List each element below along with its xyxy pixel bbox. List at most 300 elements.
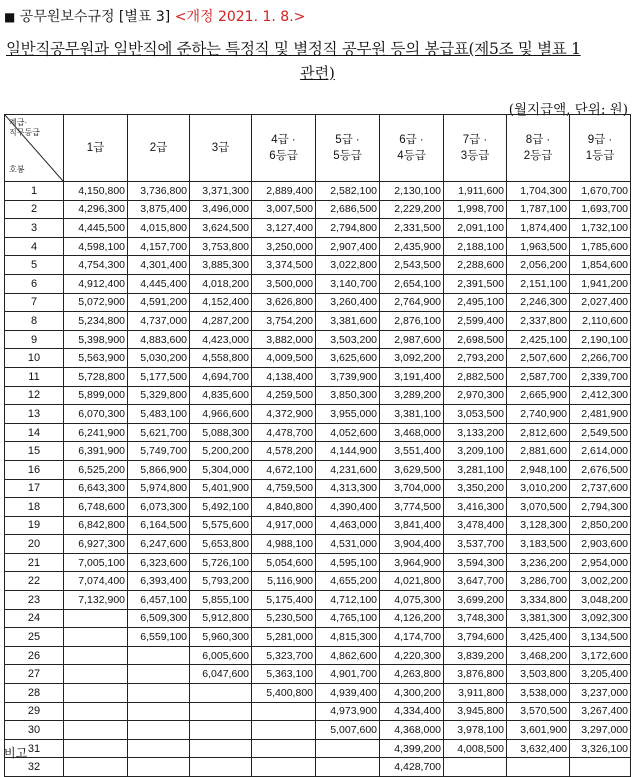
salary-cell: 6,070,300 — [64, 405, 128, 424]
step-number-cell: 22 — [5, 572, 64, 591]
table-row — [5, 646, 631, 665]
salary-cell: 4,021,800 — [380, 572, 444, 591]
salary-cell: 3,551,400 — [380, 442, 444, 461]
regulation-title: 공무원보수규정 — [19, 9, 115, 25]
salary-cell: 4,988,100 — [252, 535, 316, 554]
salary-cell: 1,704,300 — [507, 182, 570, 201]
document-title: 일반직공무원과 일반직에 준하는 특정직 및 별정직 공무원 등의 봉급표(제5조 및 별표 1 — [6, 40, 581, 58]
salary-table — [4, 114, 631, 777]
salary-cell: 5,281,000 — [252, 628, 316, 647]
salary-cell — [316, 739, 380, 758]
salary-cell: 3,381,300 — [507, 609, 570, 628]
salary-cell: 5,899,000 — [64, 386, 128, 405]
step-number-cell: 5 — [5, 256, 64, 275]
salary-cell: 3,468,200 — [507, 646, 570, 665]
salary-cell: 6,525,200 — [64, 460, 128, 479]
salary-cell: 5,054,600 — [252, 553, 316, 572]
salary-cell: 1,670,700 — [570, 182, 631, 201]
salary-cell: 1,787,100 — [507, 200, 570, 219]
salary-cell: 2,740,900 — [507, 405, 570, 424]
salary-cell: 4,126,200 — [380, 609, 444, 628]
salary-cell: 5,653,800 — [190, 535, 252, 554]
salary-cell: 5,866,900 — [128, 460, 190, 479]
salary-cell: 2,507,600 — [507, 349, 570, 368]
salary-cell: 4,296,300 — [64, 200, 128, 219]
salary-cell — [64, 684, 128, 703]
grade-header-cell: 4급 · 6등급 — [252, 115, 316, 182]
square-bullet: ■ — [4, 10, 16, 24]
corner-header-cell — [5, 115, 64, 182]
salary-cell: 3,496,000 — [190, 200, 252, 219]
salary-cell: 3,022,800 — [316, 256, 380, 275]
salary-cell — [128, 646, 190, 665]
salary-cell: 4,157,700 — [128, 237, 190, 256]
table-row — [5, 349, 631, 368]
salary-cell: 3,774,500 — [380, 498, 444, 517]
grade-header-cell: 5급 · 5등급 — [316, 115, 380, 182]
table-row — [5, 609, 631, 628]
salary-cell: 3,632,400 — [507, 739, 570, 758]
table-row — [5, 665, 631, 684]
salary-cell: 3,885,300 — [190, 256, 252, 275]
table-row — [5, 182, 631, 201]
grade-axis-label: 계급· 직무등급 — [9, 118, 40, 137]
grade-header-cell: 7급 · 3등급 — [444, 115, 507, 182]
salary-cell: 4,966,600 — [190, 405, 252, 424]
salary-cell: 3,629,500 — [380, 460, 444, 479]
salary-cell: 3,191,400 — [380, 367, 444, 386]
salary-cell: 3,876,800 — [444, 665, 507, 684]
salary-cell: 4,428,700 — [380, 758, 444, 777]
salary-cell: 5,175,400 — [252, 591, 316, 610]
salary-cell — [444, 758, 507, 777]
salary-cell: 4,015,800 — [128, 219, 190, 238]
salary-cell: 3,739,900 — [316, 367, 380, 386]
salary-cell — [128, 665, 190, 684]
salary-cell: 7,132,900 — [64, 591, 128, 610]
salary-cell: 3,537,700 — [444, 535, 507, 554]
salary-cell: 3,839,200 — [444, 646, 507, 665]
salary-cell: 5,200,200 — [190, 442, 252, 461]
salary-cell: 3,326,100 — [570, 739, 631, 758]
document-title-continued: 관련) — [300, 64, 335, 82]
salary-cell: 3,416,300 — [444, 498, 507, 517]
salary-cell: 2,266,700 — [570, 349, 631, 368]
salary-cell: 2,794,300 — [570, 498, 631, 517]
appendix-label: [별표 3] — [118, 9, 171, 25]
salary-cell: 6,323,600 — [128, 553, 190, 572]
salary-cell: 4,009,500 — [252, 349, 316, 368]
salary-cell: 3,911,800 — [444, 684, 507, 703]
table-row — [5, 274, 631, 293]
salary-cell: 5,728,800 — [64, 367, 128, 386]
grade-header-cell: 1급 — [64, 115, 128, 182]
table-row — [5, 423, 631, 442]
salary-cell: 2,435,900 — [380, 237, 444, 256]
unit-note: (월지급액, 단위: 원) — [508, 102, 628, 118]
step-number-cell: 24 — [5, 609, 64, 628]
salary-cell: 2,229,200 — [380, 200, 444, 219]
salary-cell: 3,503,200 — [316, 330, 380, 349]
salary-cell: 1,998,700 — [444, 200, 507, 219]
table-header-row — [5, 115, 631, 182]
salary-cell: 4,712,100 — [316, 591, 380, 610]
salary-cell: 3,626,800 — [252, 293, 316, 312]
salary-cell: 3,209,100 — [444, 442, 507, 461]
table-row — [5, 498, 631, 517]
salary-cell: 4,263,800 — [380, 665, 444, 684]
salary-cell: 3,205,400 — [570, 665, 631, 684]
table-row — [5, 479, 631, 498]
step-number-cell: 16 — [5, 460, 64, 479]
salary-cell: 2,882,500 — [444, 367, 507, 386]
salary-cell: 2,151,100 — [507, 274, 570, 293]
salary-cell: 2,948,100 — [507, 460, 570, 479]
step-number-cell: 31 — [5, 739, 64, 758]
salary-cell — [128, 684, 190, 703]
salary-cell: 5,793,200 — [190, 572, 252, 591]
salary-cell: 1,693,700 — [570, 200, 631, 219]
salary-cell: 2,881,600 — [507, 442, 570, 461]
step-number-cell: 18 — [5, 498, 64, 517]
salary-cell: 4,672,100 — [252, 460, 316, 479]
salary-cell: 6,047,600 — [190, 665, 252, 684]
salary-cell — [252, 721, 316, 740]
salary-cell — [190, 739, 252, 758]
salary-cell: 4,595,100 — [316, 553, 380, 572]
salary-cell: 1,874,400 — [507, 219, 570, 238]
step-number-cell: 7 — [5, 293, 64, 312]
salary-cell: 1,732,100 — [570, 219, 631, 238]
salary-cell: 6,748,600 — [64, 498, 128, 517]
salary-cell: 2,091,100 — [444, 219, 507, 238]
salary-cell: 4,334,400 — [380, 702, 444, 721]
salary-cell: 5,323,700 — [252, 646, 316, 665]
salary-cell: 5,974,800 — [128, 479, 190, 498]
salary-cell — [128, 758, 190, 777]
salary-cell: 2,056,200 — [507, 256, 570, 275]
salary-cell: 2,698,500 — [444, 330, 507, 349]
salary-cell: 5,088,300 — [190, 423, 252, 442]
salary-cell: 4,150,800 — [64, 182, 128, 201]
salary-cell: 6,005,600 — [190, 646, 252, 665]
salary-cell: 3,237,000 — [570, 684, 631, 703]
step-number-cell: 10 — [5, 349, 64, 368]
salary-cell: 2,339,700 — [570, 367, 631, 386]
salary-cell — [507, 758, 570, 777]
salary-cell: 3,281,100 — [444, 460, 507, 479]
salary-cell: 4,754,300 — [64, 256, 128, 275]
table-row — [5, 460, 631, 479]
salary-cell: 6,842,800 — [64, 516, 128, 535]
salary-cell: 4,694,700 — [190, 367, 252, 386]
salary-cell: 6,241,900 — [64, 423, 128, 442]
salary-cell: 3,570,500 — [507, 702, 570, 721]
salary-cell: 3,647,700 — [444, 572, 507, 591]
salary-cell: 5,749,700 — [128, 442, 190, 461]
salary-cell: 6,073,300 — [128, 498, 190, 517]
salary-cell: 4,973,900 — [316, 702, 380, 721]
footer-note: 비고 — [4, 746, 28, 760]
salary-cell: 3,978,100 — [444, 721, 507, 740]
salary-cell: 3,371,300 — [190, 182, 252, 201]
table-row — [5, 628, 631, 647]
salary-cell: 3,882,000 — [252, 330, 316, 349]
salary-cell: 3,286,700 — [507, 572, 570, 591]
salary-cell: 2,676,500 — [570, 460, 631, 479]
salary-cell: 4,423,000 — [190, 330, 252, 349]
table-body — [5, 182, 631, 777]
step-number-cell: 12 — [5, 386, 64, 405]
salary-cell: 4,591,200 — [128, 293, 190, 312]
salary-cell: 1,963,500 — [507, 237, 570, 256]
salary-cell: 4,912,400 — [64, 274, 128, 293]
table-row — [5, 758, 631, 777]
table-row — [5, 739, 631, 758]
salary-cell: 4,840,800 — [252, 498, 316, 517]
table-row — [5, 330, 631, 349]
salary-cell: 2,543,500 — [380, 256, 444, 275]
salary-cell: 2,288,600 — [444, 256, 507, 275]
grade-header-cell: 8급 · 2등급 — [507, 115, 570, 182]
salary-cell: 4,287,200 — [190, 312, 252, 331]
step-number-cell: 3 — [5, 219, 64, 238]
salary-cell — [316, 758, 380, 777]
salary-cell: 3,297,000 — [570, 721, 631, 740]
salary-cell: 3,381,100 — [380, 405, 444, 424]
salary-cell: 3,092,200 — [380, 349, 444, 368]
step-number-cell: 4 — [5, 237, 64, 256]
salary-cell: 3,601,900 — [507, 721, 570, 740]
regulation-header — [4, 6, 305, 26]
salary-cell: 4,231,600 — [316, 460, 380, 479]
table-row — [5, 721, 631, 740]
salary-cell: 4,313,300 — [316, 479, 380, 498]
salary-cell — [570, 758, 631, 777]
salary-cell: 2,970,300 — [444, 386, 507, 405]
salary-cell: 2,188,100 — [444, 237, 507, 256]
salary-cell: 2,130,100 — [380, 182, 444, 201]
salary-cell: 4,862,600 — [316, 646, 380, 665]
salary-cell: 4,531,000 — [316, 535, 380, 554]
salary-cell: 4,144,900 — [316, 442, 380, 461]
table-row — [5, 367, 631, 386]
salary-cell: 3,236,200 — [507, 553, 570, 572]
salary-cell: 4,174,700 — [380, 628, 444, 647]
step-number-cell: 8 — [5, 312, 64, 331]
salary-cell: 1,785,600 — [570, 237, 631, 256]
salary-cell: 3,133,200 — [444, 423, 507, 442]
salary-cell: 5,855,100 — [190, 591, 252, 610]
salary-cell — [128, 739, 190, 758]
salary-cell: 2,481,900 — [570, 405, 631, 424]
salary-cell: 3,904,400 — [380, 535, 444, 554]
salary-cell: 6,164,500 — [128, 516, 190, 535]
step-number-cell: 28 — [5, 684, 64, 703]
salary-cell: 2,599,400 — [444, 312, 507, 331]
salary-cell: 3,374,500 — [252, 256, 316, 275]
salary-cell: 4,052,600 — [316, 423, 380, 442]
salary-cell: 5,563,900 — [64, 349, 128, 368]
step-number-cell: 25 — [5, 628, 64, 647]
salary-cell: 3,134,500 — [570, 628, 631, 647]
salary-cell: 3,010,200 — [507, 479, 570, 498]
salary-cell: 3,172,600 — [570, 646, 631, 665]
salary-cell: 2,495,100 — [444, 293, 507, 312]
step-axis-label: 호봉 — [9, 165, 25, 174]
salary-cell: 4,075,300 — [380, 591, 444, 610]
salary-cell: 6,247,600 — [128, 535, 190, 554]
step-number-cell: 23 — [5, 591, 64, 610]
salary-cell: 2,954,000 — [570, 553, 631, 572]
salary-cell: 5,363,100 — [252, 665, 316, 684]
salary-cell: 2,764,900 — [380, 293, 444, 312]
grade-header-cell: 6급 · 4등급 — [380, 115, 444, 182]
salary-cell: 6,509,300 — [128, 609, 190, 628]
salary-cell: 3,964,900 — [380, 553, 444, 572]
salary-cell: 5,621,700 — [128, 423, 190, 442]
salary-cell: 2,190,100 — [570, 330, 631, 349]
salary-cell: 3,699,200 — [444, 591, 507, 610]
salary-cell — [190, 758, 252, 777]
step-number-cell: 1 — [5, 182, 64, 201]
salary-cell: 7,005,100 — [64, 553, 128, 572]
salary-cell — [64, 758, 128, 777]
step-number-cell: 2 — [5, 200, 64, 219]
salary-cell: 2,027,400 — [570, 293, 631, 312]
table-row — [5, 553, 631, 572]
salary-cell: 2,987,600 — [380, 330, 444, 349]
table-row — [5, 591, 631, 610]
salary-cell: 1,854,600 — [570, 256, 631, 275]
salary-cell: 3,350,200 — [444, 479, 507, 498]
salary-cell: 5,304,000 — [190, 460, 252, 479]
salary-cell: 3,625,600 — [316, 349, 380, 368]
salary-cell: 6,391,900 — [64, 442, 128, 461]
step-number-cell: 19 — [5, 516, 64, 535]
salary-cell: 4,018,200 — [190, 274, 252, 293]
step-number-cell: 29 — [5, 702, 64, 721]
table-row — [5, 256, 631, 275]
salary-cell: 4,835,600 — [190, 386, 252, 405]
table-row — [5, 293, 631, 312]
salary-cell: 2,549,500 — [570, 423, 631, 442]
salary-cell: 5,398,900 — [64, 330, 128, 349]
salary-cell: 4,815,300 — [316, 628, 380, 647]
salary-cell: 4,399,200 — [380, 739, 444, 758]
salary-cell: 2,425,100 — [507, 330, 570, 349]
salary-cell: 3,260,400 — [316, 293, 380, 312]
salary-cell: 1,941,200 — [570, 274, 631, 293]
salary-cell: 4,463,000 — [316, 516, 380, 535]
salary-cell: 4,300,200 — [380, 684, 444, 703]
salary-cell: 5,960,300 — [190, 628, 252, 647]
revision-note: <개정 2021. 1. 8.> — [174, 9, 306, 25]
salary-cell: 3,048,200 — [570, 591, 631, 610]
salary-cell: 3,875,400 — [128, 200, 190, 219]
salary-cell — [252, 758, 316, 777]
salary-cell: 4,008,500 — [444, 739, 507, 758]
salary-cell: 2,737,600 — [570, 479, 631, 498]
step-number-cell: 26 — [5, 646, 64, 665]
salary-cell: 4,598,100 — [64, 237, 128, 256]
salary-cell: 3,053,500 — [444, 405, 507, 424]
step-number-cell: 27 — [5, 665, 64, 684]
salary-cell: 3,841,400 — [380, 516, 444, 535]
salary-cell — [252, 739, 316, 758]
salary-cell — [190, 702, 252, 721]
salary-cell — [64, 646, 128, 665]
table-row — [5, 405, 631, 424]
salary-cell: 4,883,600 — [128, 330, 190, 349]
step-number-cell: 14 — [5, 423, 64, 442]
step-number-cell: 15 — [5, 442, 64, 461]
salary-cell: 4,655,200 — [316, 572, 380, 591]
salary-cell: 2,850,200 — [570, 516, 631, 535]
grade-header-cell: 3급 — [190, 115, 252, 182]
salary-cell: 2,582,100 — [316, 182, 380, 201]
table-row — [5, 572, 631, 591]
salary-cell — [190, 721, 252, 740]
salary-cell: 4,445,500 — [64, 219, 128, 238]
salary-cell: 3,267,400 — [570, 702, 631, 721]
salary-cell: 3,754,200 — [252, 312, 316, 331]
salary-cell: 3,594,300 — [444, 553, 507, 572]
salary-cell: 5,401,900 — [190, 479, 252, 498]
salary-cell: 6,559,100 — [128, 628, 190, 647]
salary-cell: 2,903,600 — [570, 535, 631, 554]
salary-cell: 2,907,400 — [316, 237, 380, 256]
salary-cell: 3,334,800 — [507, 591, 570, 610]
grade-header-cell: 9급 · 1등급 — [570, 115, 631, 182]
salary-cell: 3,955,000 — [316, 405, 380, 424]
grade-header-cell: 2급 — [128, 115, 190, 182]
salary-cell — [64, 721, 128, 740]
salary-cell: 4,478,700 — [252, 423, 316, 442]
step-number-cell: 32 — [5, 758, 64, 777]
salary-cell: 2,110,600 — [570, 312, 631, 331]
salary-cell — [64, 702, 128, 721]
salary-cell: 4,939,400 — [316, 684, 380, 703]
salary-cell: 4,368,000 — [380, 721, 444, 740]
salary-cell: 2,812,600 — [507, 423, 570, 442]
salary-cell — [128, 721, 190, 740]
step-number-cell: 9 — [5, 330, 64, 349]
salary-cell: 4,558,800 — [190, 349, 252, 368]
salary-cell: 3,945,800 — [444, 702, 507, 721]
salary-cell: 4,445,400 — [128, 274, 190, 293]
salary-cell: 5,072,900 — [64, 293, 128, 312]
salary-cell: 5,726,100 — [190, 553, 252, 572]
step-number-cell: 21 — [5, 553, 64, 572]
table-row — [5, 516, 631, 535]
salary-cell: 3,070,500 — [507, 498, 570, 517]
step-number-cell: 11 — [5, 367, 64, 386]
salary-cell: 4,220,300 — [380, 646, 444, 665]
table-row — [5, 684, 631, 703]
salary-cell: 5,177,500 — [128, 367, 190, 386]
salary-cell: 4,390,400 — [316, 498, 380, 517]
salary-cell: 6,927,300 — [64, 535, 128, 554]
step-number-cell: 6 — [5, 274, 64, 293]
table-row — [5, 386, 631, 405]
step-number-cell: 17 — [5, 479, 64, 498]
salary-cell: 3,503,800 — [507, 665, 570, 684]
salary-cell: 5,030,200 — [128, 349, 190, 368]
salary-cell: 7,074,400 — [64, 572, 128, 591]
salary-cell — [190, 684, 252, 703]
salary-cell: 6,393,400 — [128, 572, 190, 591]
